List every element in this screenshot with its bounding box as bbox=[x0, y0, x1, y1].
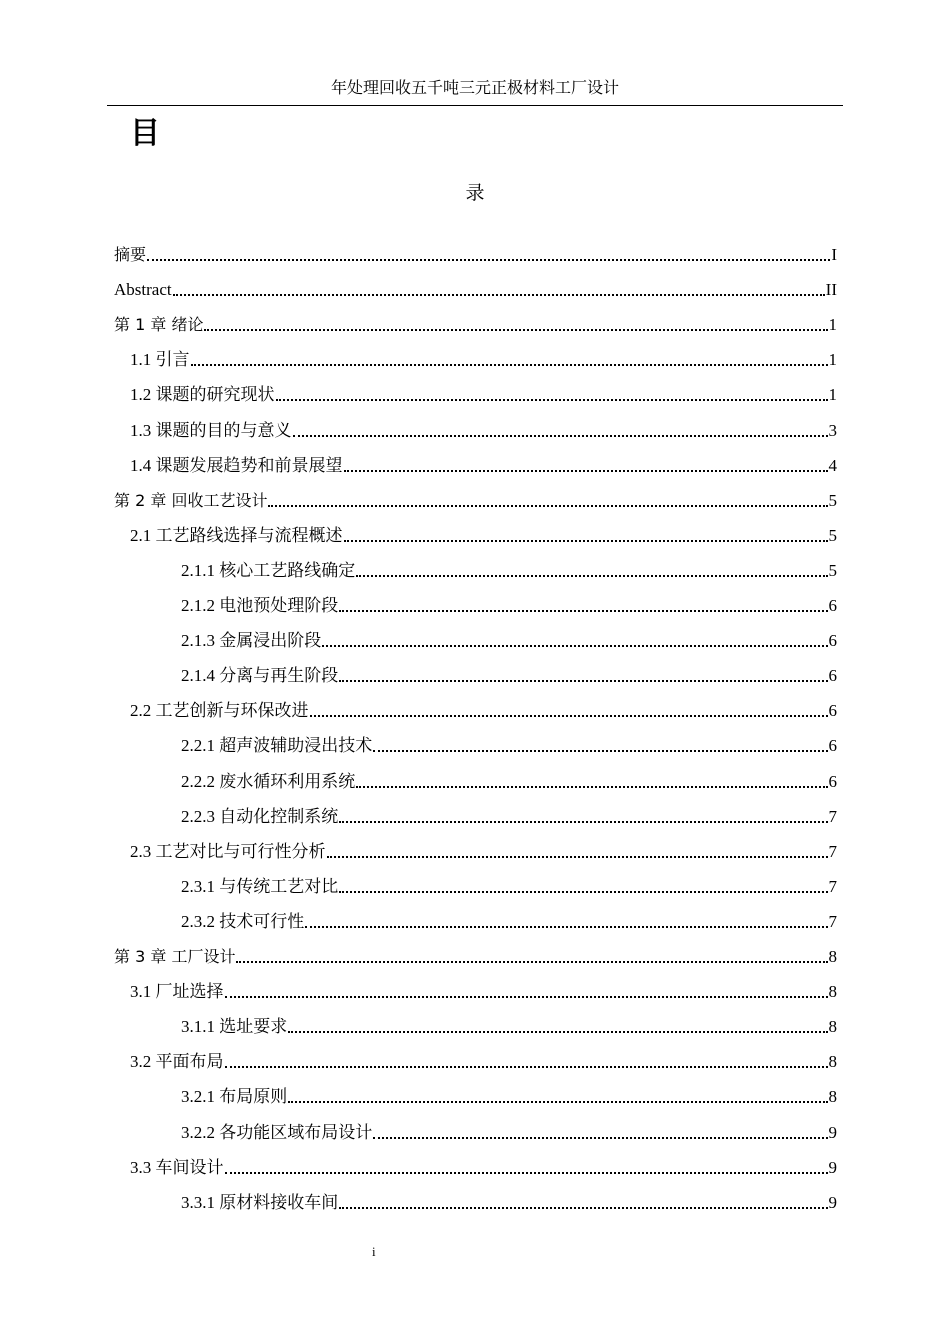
dot-leader bbox=[373, 750, 827, 752]
toc-entry-label: 2.3.1 与传统工艺对比 bbox=[181, 877, 339, 896]
toc-entry-page: 9 bbox=[828, 1193, 837, 1212]
toc-entry-label: 2.3.2 技术可行性 bbox=[181, 912, 305, 931]
toc-title-part-2: 录 bbox=[465, 183, 485, 204]
toc-entry-label: 3.2.2 各功能区域布局设计 bbox=[181, 1123, 373, 1142]
toc-entry[interactable] bbox=[114, 307, 837, 337]
toc-entry-label: 2.1.2 电池预处理阶段 bbox=[181, 596, 339, 615]
toc-entry[interactable] bbox=[130, 342, 837, 372]
toc-entry-label: 2.2.2 废水循环利用系统 bbox=[181, 772, 356, 791]
toc-entry[interactable] bbox=[181, 1185, 837, 1215]
toc-entry-page: 8 bbox=[828, 947, 837, 966]
toc-entry[interactable] bbox=[181, 764, 837, 794]
header-rule bbox=[107, 105, 843, 106]
dot-leader bbox=[268, 505, 827, 507]
toc-entry-page: 8 bbox=[828, 1017, 837, 1036]
dot-leader bbox=[344, 540, 828, 542]
toc-entry-label: 第 1 章 绪论 bbox=[114, 315, 204, 334]
toc-entry-page: 9 bbox=[828, 1158, 837, 1177]
dot-leader bbox=[225, 1172, 828, 1174]
toc-entry-page: 8 bbox=[828, 1052, 837, 1071]
toc-entry[interactable] bbox=[114, 939, 837, 969]
toc-entry[interactable] bbox=[114, 483, 837, 513]
dot-leader bbox=[225, 996, 828, 998]
toc-entry[interactable] bbox=[130, 693, 837, 723]
toc-entry-label: 1.2 课题的研究现状 bbox=[130, 385, 275, 404]
toc-entry-label: 2.2 工艺创新与环保改进 bbox=[130, 701, 309, 720]
toc-entry[interactable] bbox=[181, 658, 837, 688]
toc-entry-label: 2.1.3 金属浸出阶段 bbox=[181, 631, 322, 650]
page-number: i bbox=[372, 1244, 376, 1259]
toc-entry[interactable] bbox=[130, 377, 837, 407]
toc-entry-page: II bbox=[825, 280, 837, 299]
running-header: 年处理回收五千吨三元正极材料工厂设计 bbox=[330, 80, 619, 97]
toc-entry[interactable] bbox=[130, 834, 837, 864]
toc-entry-page: 4 bbox=[828, 456, 837, 475]
toc-entry-page: 5 bbox=[828, 526, 837, 545]
toc-entry[interactable] bbox=[130, 448, 837, 478]
toc-entry-page: 7 bbox=[828, 877, 837, 896]
toc-entry-page: 1 bbox=[828, 350, 837, 369]
toc-entry[interactable] bbox=[130, 1150, 837, 1180]
toc-entry-page: 1 bbox=[828, 385, 837, 404]
toc-entry-label: 2.1.4 分离与再生阶段 bbox=[181, 666, 339, 685]
dot-leader bbox=[225, 1066, 828, 1068]
dot-leader bbox=[327, 856, 828, 858]
dot-leader bbox=[344, 470, 828, 472]
dot-leader bbox=[147, 259, 830, 261]
dot-leader bbox=[356, 575, 827, 577]
toc-entry[interactable] bbox=[181, 728, 837, 758]
toc-entry-page: 1 bbox=[828, 315, 837, 334]
toc-entry-label: 第 3 章 工厂设计 bbox=[114, 947, 236, 966]
dot-leader bbox=[204, 329, 827, 331]
toc-entry[interactable] bbox=[181, 1009, 837, 1039]
toc-entry-page: I bbox=[831, 245, 837, 264]
dot-leader bbox=[288, 1031, 827, 1033]
toc-entry-label: 1.4 课题发展趋势和前景展望 bbox=[130, 456, 343, 475]
toc-entry[interactable] bbox=[114, 272, 837, 302]
dot-leader bbox=[310, 715, 828, 717]
toc-entry[interactable] bbox=[130, 518, 837, 548]
dot-leader bbox=[322, 645, 827, 647]
dot-leader bbox=[191, 364, 828, 366]
toc-entry[interactable] bbox=[130, 974, 837, 1004]
toc-entry-page: 6 bbox=[828, 701, 837, 720]
dot-leader bbox=[276, 399, 828, 401]
toc-entry-page: 6 bbox=[828, 666, 837, 685]
dot-leader bbox=[236, 961, 827, 963]
toc-entry[interactable] bbox=[181, 1115, 837, 1145]
toc-entry-page: 6 bbox=[828, 736, 837, 755]
toc-entry-page: 7 bbox=[828, 807, 837, 826]
toc-entry[interactable] bbox=[181, 869, 837, 899]
dot-leader bbox=[339, 610, 827, 612]
toc-entry-page: 3 bbox=[828, 421, 837, 440]
toc-entry[interactable] bbox=[181, 553, 837, 583]
toc-entry-page: 6 bbox=[828, 772, 837, 791]
toc-entry[interactable] bbox=[181, 904, 837, 934]
toc-entry[interactable] bbox=[130, 413, 837, 443]
toc-entry-label: Abstract bbox=[114, 280, 172, 299]
toc-entry-page: 6 bbox=[828, 631, 837, 650]
toc-entry-label: 摘要 bbox=[114, 245, 147, 264]
toc-entry-label: 3.3.1 原材料接收车间 bbox=[181, 1193, 339, 1212]
dot-leader bbox=[293, 435, 828, 437]
dot-leader bbox=[339, 680, 827, 682]
toc-entry-label: 3.3 车间设计 bbox=[130, 1158, 224, 1177]
toc-entry[interactable] bbox=[181, 1079, 837, 1109]
dot-leader bbox=[356, 786, 827, 788]
dot-leader bbox=[339, 1207, 827, 1209]
toc-entry-label: 3.2 平面布局 bbox=[130, 1052, 224, 1071]
toc-entry-label: 2.2.1 超声波辅助浸出技术 bbox=[181, 736, 373, 755]
toc-entry-page: 8 bbox=[828, 1087, 837, 1106]
toc-entry-label: 2.1 工艺路线选择与流程概述 bbox=[130, 526, 343, 545]
dot-leader bbox=[173, 294, 825, 296]
dot-leader bbox=[339, 821, 827, 823]
toc-entry-label: 2.3 工艺对比与可行性分析 bbox=[130, 842, 326, 861]
toc-entry-page: 8 bbox=[828, 982, 837, 1001]
toc-entry-label: 1.1 引言 bbox=[130, 350, 190, 369]
toc-entry-page: 7 bbox=[828, 912, 837, 931]
toc-entry-page: 6 bbox=[828, 596, 837, 615]
toc-entry-label: 3.1.1 选址要求 bbox=[181, 1017, 288, 1036]
dot-leader bbox=[288, 1101, 827, 1103]
toc-entry[interactable] bbox=[114, 237, 837, 267]
toc-entry-page: 5 bbox=[828, 491, 837, 510]
toc-entry-label: 3.1 厂址选择 bbox=[130, 982, 224, 1001]
toc-entry[interactable] bbox=[181, 799, 837, 829]
toc-entry-label: 1.3 课题的目的与意义 bbox=[130, 421, 292, 440]
dot-leader bbox=[373, 1137, 827, 1139]
toc-entry[interactable] bbox=[130, 1044, 837, 1074]
dot-leader bbox=[339, 891, 827, 893]
toc-entry-page: 7 bbox=[828, 842, 837, 861]
toc-entry-label: 2.2.3 自动化控制系统 bbox=[181, 807, 339, 826]
toc-entry-label: 3.2.1 布局原则 bbox=[181, 1087, 288, 1106]
toc-entry[interactable] bbox=[181, 588, 837, 618]
toc-entry-label: 第 2 章 回收工艺设计 bbox=[114, 491, 268, 510]
toc-title-part-1: 目 bbox=[130, 116, 160, 151]
toc-entry-page: 5 bbox=[828, 561, 837, 580]
toc-entry[interactable] bbox=[181, 623, 837, 653]
dot-leader bbox=[305, 926, 827, 928]
toc-entry-label: 2.1.1 核心工艺路线确定 bbox=[181, 561, 356, 580]
toc-entry-page: 9 bbox=[828, 1123, 837, 1142]
